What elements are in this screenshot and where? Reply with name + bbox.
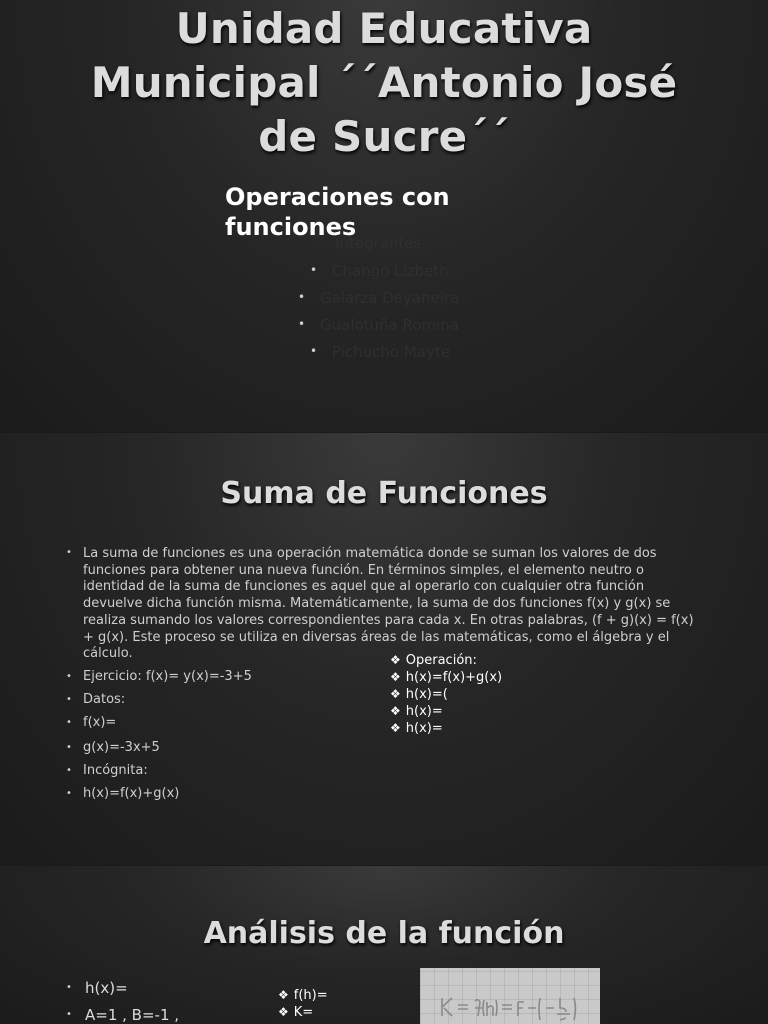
bullet-icon: • (66, 742, 72, 753)
bullet-icon: • (66, 547, 72, 558)
handwritten-formula-svg (420, 968, 600, 1024)
list-item: ❖ K= (278, 1005, 314, 1020)
definition-paragraph: La suma de funciones es una operación matemática donde se suman los valores de dos funciones para obtener una nueva función. En términos simples, el elemento neutro o identidad de la suma de funciones es aquel que al operarlo con cualquier otra función devuelve dicha función misma. Matemáticamente, la suma de dos funciones f(x) y g(x) se realiza sumando los valores correspondientes para cada x. En otras palabras, (f + g)(x) = f(x) + g(x). Este proceso se utiliza en diversas áreas de las matemáticas, como el álgebra y el cálculo. (83, 546, 694, 662)
title-line-2: Municipal ´´Antonio José (90, 58, 678, 107)
list-item: Incógnita: (83, 763, 148, 778)
subtitle-line-2: funciones (225, 213, 357, 241)
bullet-icon: • (66, 788, 72, 799)
list-item: f(x)= (83, 715, 117, 730)
diamond-bullet-icon: ❖ (390, 721, 401, 735)
handwritten-formula-image (420, 968, 600, 1024)
list-item: ❖ Operación: (390, 653, 477, 668)
bullet-icon: • (66, 717, 72, 728)
operation-list (390, 652, 502, 737)
diamond-bullet-icon: ❖ (278, 988, 289, 1002)
list-item: A=1 , B=-1 , (85, 1006, 180, 1024)
diamond-bullet-icon: ❖ (390, 687, 401, 701)
bullet-icon: • (66, 765, 72, 776)
list-item: ❖ f(h)= (278, 988, 328, 1003)
slide-heading: Análisis de la función (203, 916, 565, 951)
bullet-icon: • (298, 290, 306, 304)
slide-heading: Suma de Funciones (220, 476, 548, 511)
list-item: h(x)=f(x)+g(x) (83, 786, 180, 801)
bullet-icon: • (66, 694, 72, 705)
list-item: ❖ h(x)=f(x)+g(x) (390, 670, 503, 685)
list-item: • Pichucho Mayte (310, 343, 450, 361)
list-item: • Gualotuña Romina (298, 316, 459, 334)
list-item: Ejercicio: f(x)= y(x)=-3+5 (83, 669, 252, 684)
slide-subtitle (225, 182, 525, 242)
list-item: ❖ h(x)=( (390, 687, 448, 702)
list-item: ❖ h(x)= (390, 721, 443, 736)
diamond-bullet-icon: ❖ (390, 670, 401, 684)
integrantes-header: Integrantes: (335, 234, 427, 252)
bullet-icon: • (66, 982, 72, 993)
slide-title (0, 2, 768, 164)
list-item: ❖ h(x)= (390, 704, 443, 719)
diamond-bullet-icon: ❖ (390, 653, 401, 667)
title-slide (0, 0, 768, 432)
suma-slide (0, 433, 768, 865)
diamond-bullet-icon: ❖ (278, 1005, 289, 1019)
title-line-1: Unidad Educativa (175, 4, 593, 53)
bullet-icon: • (66, 1009, 72, 1020)
bullet-icon: • (66, 671, 72, 682)
bullet-icon: • (310, 263, 318, 277)
list-item: g(x)=-3x+5 (83, 740, 160, 755)
diamond-bullet-icon: ❖ (390, 704, 401, 718)
bullet-icon: • (310, 344, 318, 358)
list-item: h(x)= (85, 979, 128, 997)
list-item: Datos: (83, 692, 126, 707)
list-item: • Chango Lizbeth (310, 262, 449, 280)
analisis-slide (0, 866, 768, 1024)
vertex-list (278, 987, 328, 1021)
subtitle-line-1: Operaciones con (225, 183, 450, 211)
list-item: • Galarza Deyaneira (298, 289, 460, 307)
bullet-icon: • (298, 317, 306, 331)
title-line-3: de Sucre´´ (258, 112, 510, 161)
